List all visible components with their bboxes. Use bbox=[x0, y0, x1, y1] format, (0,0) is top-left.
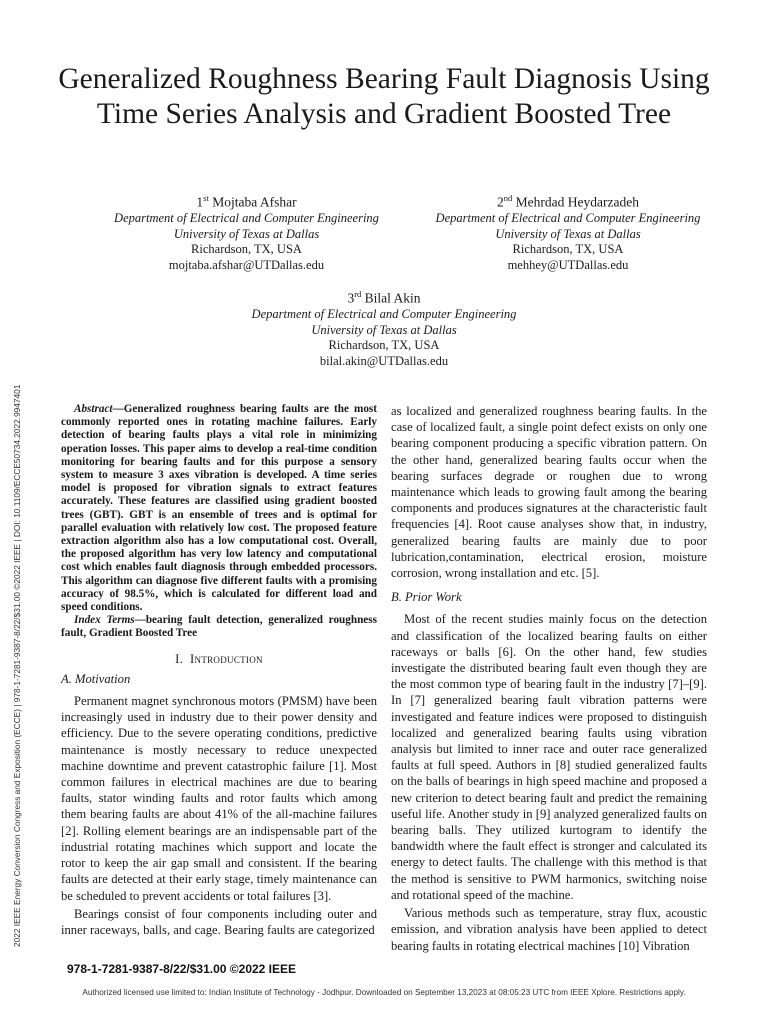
author-email: mojtaba.afshar@UTDallas.edu bbox=[168, 257, 325, 272]
author-university: University of Texas at Dallas bbox=[495, 226, 641, 241]
author-department: Department of Electrical and Computer Engineering bbox=[114, 211, 379, 225]
index-terms-text: —bearing fault detection, generalized roughness fault, Gradient Boosted Tree bbox=[61, 614, 377, 640]
author-location: Richardson, TX, USA bbox=[328, 338, 440, 352]
author-block-1 bbox=[80, 191, 413, 273]
paper-title: Generalized Roughness Bearing Fault Diagnosis Using Time Series Analysis and Gradient Boosted Tree bbox=[58, 63, 710, 130]
abstract-lead: Abstract bbox=[74, 403, 113, 415]
body-paragraph: Bearings consist of four components including outer and inner raceways, balls, and cage. Bearing faults are categorized bbox=[61, 906, 377, 937]
author-name: 1st Mojtaba Afshar bbox=[196, 193, 297, 210]
index-terms bbox=[61, 614, 377, 640]
author-name: 2nd Mehrdad Heydarzadeh bbox=[497, 193, 639, 210]
author-email: bilal.akin@UTDallas.edu bbox=[319, 353, 449, 368]
abstract-text: —Generalized roughness bearing faults are the most commonly reported ones in rotating machine failures. Early detection of bearing faults plays a vital role in minimizing operation losses. This paper aims to develop a real-time condition monitoring for bearing faults and for this purpose a sensory system to measure 3 axes vibration is developed. A time series model is proposed for vibration signals to extract features accurately. These features are classified using gradient boosted trees (GBT). GBT is an ensemble of trees and is optimal for parallel evaluation with relatively low cost. The proposed feature extraction algorithm also has a low computational cost. Overall, the proposed algorithm has very low latency and computational cost which enables fault diagnosis through embedded processors. This algorithm can diagnose five different faults with a promising accuracy of 98.5%, which is calculated for different load and speed conditions. bbox=[61, 403, 377, 614]
footer-isbn: 978-1-7281-9387-8/22/$31.00 ©2022 IEEE bbox=[67, 962, 297, 976]
publication-sidebar: 2022 IEEE Energy Conversion Congress and Exposition (ECCE) | 978-1-7281-9387-8/22/$31.00 ©2022 IEEE | DOI: 10.1109/ECCE50734.2022.9947401 bbox=[12, 384, 22, 947]
index-terms-lead: Index Terms bbox=[74, 614, 135, 627]
author-department: Department of Electrical and Computer Engineering bbox=[251, 307, 517, 321]
footer-license-notice: Authorized licensed use limited to: Indian Institute of Technology - Jodhpur. Downloaded on September 13,2023 at 08:05:23 UTC from IEEE Xplore. Restrictions apply. bbox=[82, 988, 686, 997]
abstract bbox=[61, 403, 377, 614]
author-name: 3rd Bilal Akin bbox=[347, 289, 421, 306]
subsection-heading: B. Prior Work bbox=[391, 590, 462, 605]
section-heading: I. Introduction bbox=[175, 651, 263, 666]
right-column bbox=[391, 403, 707, 954]
body-paragraph: Various methods such as temperature, stray flux, acoustic emission, and vibration analysis have been applied to detect bearing faults in rotating electrical machines [10] Vibration bbox=[391, 906, 707, 953]
author-block-3 bbox=[230, 287, 538, 369]
author-department: Department of Electrical and Computer Engineering bbox=[435, 211, 701, 225]
body-paragraph: Permanent magnet synchronous motors (PMSM) have been increasingly used in industry due to their power density and efficiency. Due to the severe operating conditions, predictive maintenance is mostly necessary to reduce unexpected machine downtime and prevent catastrophic failure [1]. Most common failures in electrical machines are due to bearing faults, stator winding faults and rotor faults which among them bearing faults are about 41% of the all-machine failures [2]. Rolling element bearings are an indispensable part of the industrial rotating machines which support and locate the rotor to keep the air gap small and consistent. If the bearing faults are detected at their early stage, timely maintenance can be scheduled to prevent accidents or total failures [3]. bbox=[61, 694, 377, 903]
subsection-heading: A. Motivation bbox=[61, 671, 131, 686]
author-university: University of Texas at Dallas bbox=[311, 322, 457, 337]
author-university: University of Texas at Dallas bbox=[173, 226, 320, 241]
body-paragraph: as localized and generalized roughness bearing faults. In the case of localized fault, a single point defect exists on only one bearing component producing a specific vibration pattern. On the other hand, generalized bearing faults occur when the bearing surfaces degrade or roughen due to wrong maintenance which leads to growing fault among the bearing components and produces signatures at the characteristic fault frequencies [4]. Root cause analyses show that, in industry, generalized bearing faults are mainly due to poor lubrication,contamination, electrical erosion, moisture corrosion, wrong installation and etc. [5]. bbox=[391, 404, 707, 581]
body-paragraph: Most of the recent studies mainly focus on the detection and classification of the localized bearing faults on either raceways or balls [6]. On the other hand, few studies investigate the distributed bearing fault even though they are the most common type of bearing fault in the industry [7]–[9]. In [7] generalized bearing fault vibration patterns were investigated and feature indices were proposed to distinguish localized and generalized bearing faults using vibration analysis but limited to inner race and outer race generalized faults at full speed. Authors in [8] studied generalized faults on the balls of bearings in high speed machine and proposed a new criterion to detect bearing fault and predict the remaining useful life. Another study in [9] analyzed generalized faults on bearing balls. They utilized kurtogram to identify the bandwidth where the fault effect is stronger and calculated its energy to detect faults. The challenge with this method is that the method is sensitive to PWM harmonics, switching noise and rotational speed of the machine. bbox=[391, 612, 707, 902]
author-location: Richardson, TX, USA bbox=[512, 242, 624, 256]
left-column bbox=[61, 403, 377, 938]
author-location: Richardson, TX, USA bbox=[191, 242, 302, 256]
author-email: mehhey@UTDallas.edu bbox=[507, 257, 629, 272]
author-block-2 bbox=[420, 191, 716, 273]
